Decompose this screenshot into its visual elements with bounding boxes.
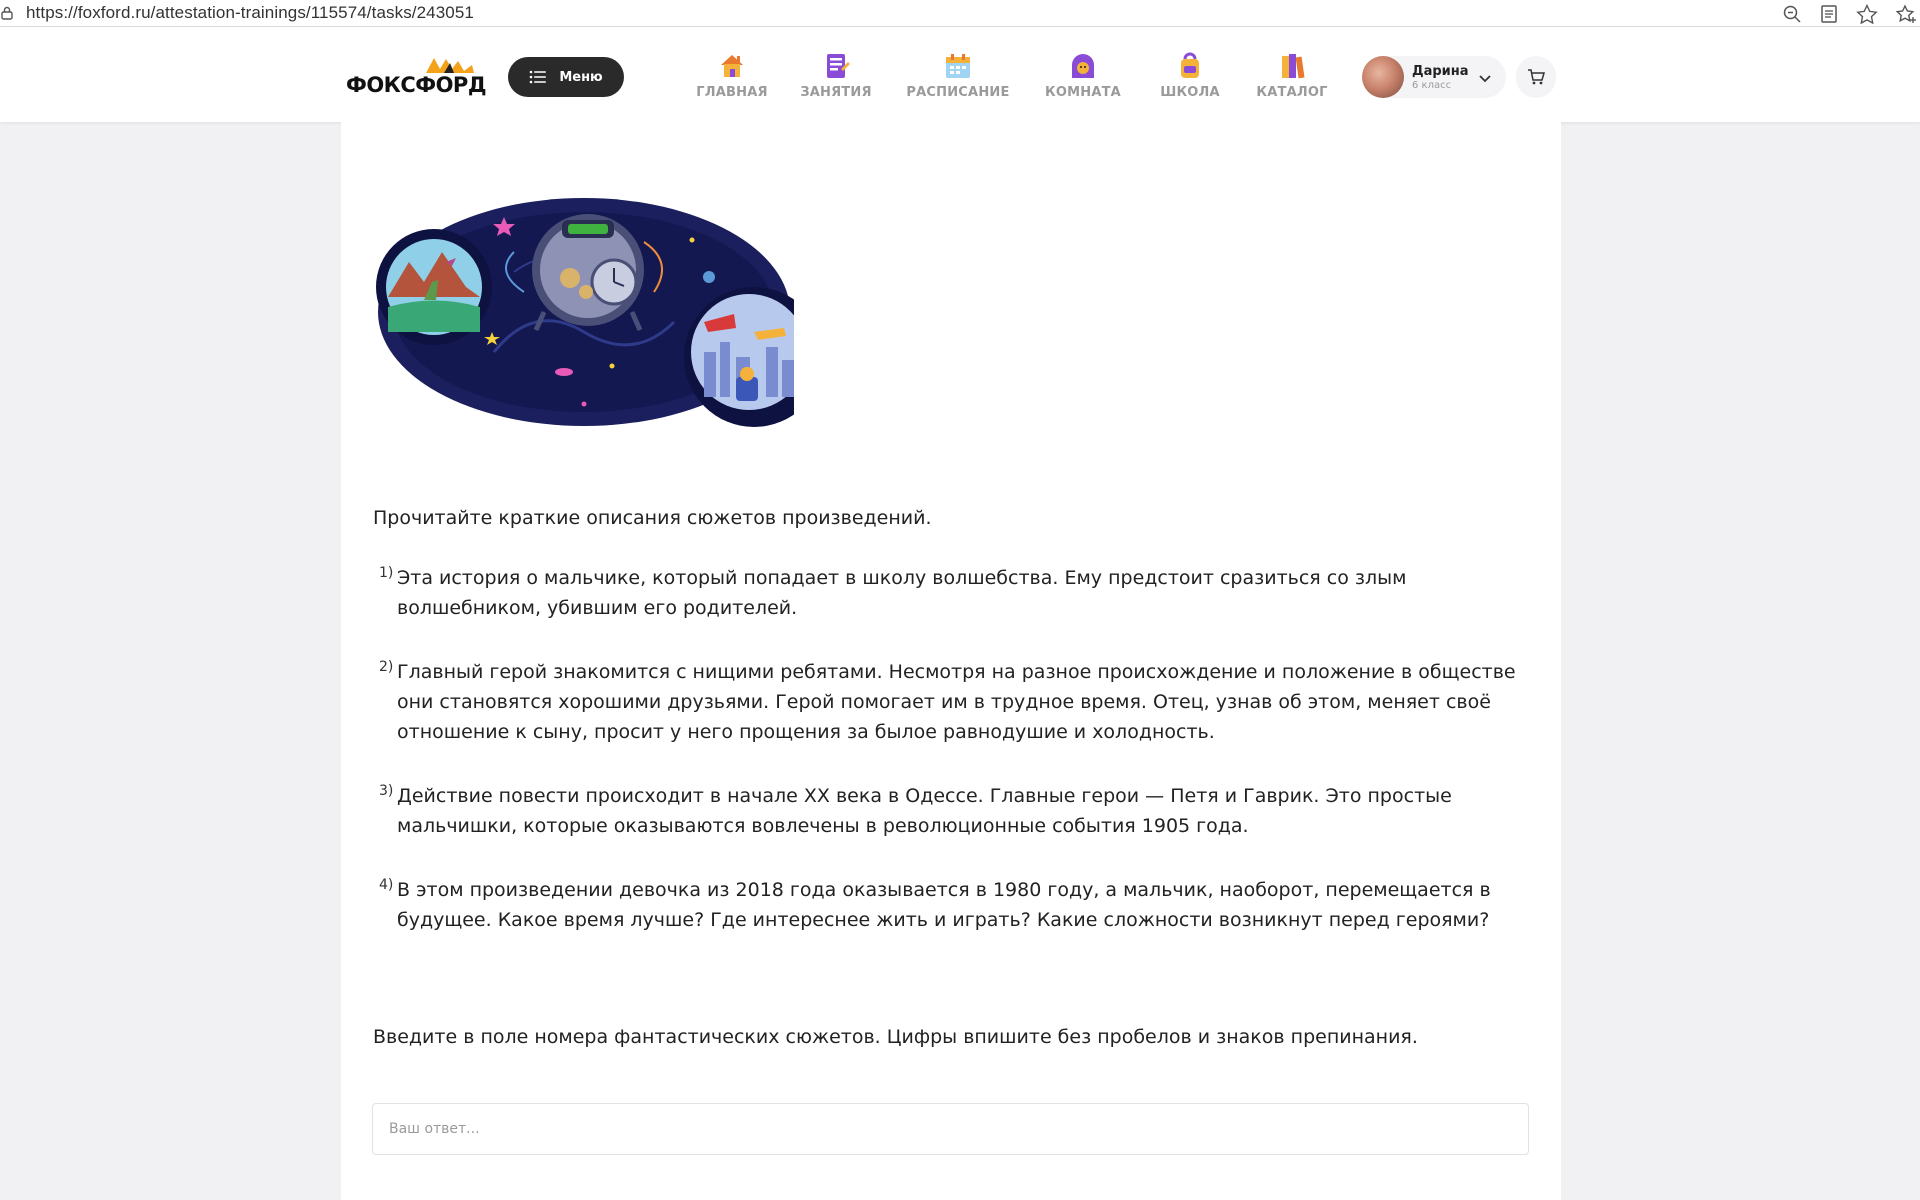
- plot-text: Главный герой знакомится с нищими ребятами. Несмотря на разное происхождение и положение в обществе они становятся хорошими друзьями. Герой помогает им в трудное время. Отец, узнав об этом, меняет своё отношение к сыну, просит у него прощения за былое равнодушие и холодность.: [397, 661, 1516, 743]
- user-menu[interactable]: [1362, 56, 1506, 98]
- site-header: [0, 27, 1920, 122]
- list-item: [373, 563, 1533, 623]
- catalog-icon: [1276, 51, 1308, 81]
- foxford-logo[interactable]: ФОКСФОРД: [346, 57, 486, 97]
- calendar-icon: [942, 51, 974, 81]
- nav-item-room[interactable]: КОМНАТА: [1028, 51, 1138, 103]
- reader-mode-icon[interactable]: [1820, 4, 1838, 24]
- bookmark-star-icon[interactable]: [1856, 4, 1878, 24]
- plot-text: Действие повести происходит в начале XX века в Одессе. Главные герои — Петя и Гаврик. Это простые мальчишки, которые оказываются вовлечены в революционные события 1905 года.: [397, 785, 1452, 837]
- plot-text: Эта история о мальчике, который попадает в школу волшебства. Ему предстоит сразиться со злым волшебником, убившим его родителей.: [397, 567, 1407, 619]
- lessons-icon: [820, 51, 852, 81]
- chevron-down-icon: [1478, 70, 1492, 89]
- list-item: [373, 657, 1533, 747]
- home-icon: [716, 51, 748, 81]
- list-item: [373, 875, 1533, 935]
- plot-number: 2): [379, 659, 394, 675]
- nav-item-home[interactable]: ГЛАВНАЯ: [680, 51, 784, 103]
- room-icon: [1067, 51, 1099, 81]
- list-icon: [529, 70, 547, 84]
- answer-input[interactable]: [372, 1103, 1529, 1155]
- cart-icon: [1527, 68, 1545, 86]
- list-item: [373, 781, 1533, 841]
- cart-button[interactable]: [1516, 56, 1556, 98]
- intro-text: Прочитайте краткие описания сюжетов произведений.: [373, 507, 932, 529]
- task-instruction: Введите в поле номера фантастических сюжетов. Цифры впишите без пробелов и знаков препинания.: [373, 1026, 1418, 1048]
- fox-ears-icon: [424, 55, 476, 75]
- nav-item-catalog[interactable]: КАТАЛОГ: [1242, 51, 1342, 103]
- plot-number: 3): [379, 783, 394, 799]
- favorites-icon[interactable]: [1896, 4, 1916, 24]
- user-name: Дарина: [1412, 63, 1469, 79]
- menu-button[interactable]: [508, 57, 624, 97]
- zoom-out-icon[interactable]: [1782, 4, 1802, 24]
- avatar: [1362, 56, 1404, 98]
- plot-number: 4): [379, 877, 394, 893]
- url-text[interactable]: https://foxford.ru/attestation-trainings/115574/tasks/243051: [26, 3, 474, 22]
- school-icon: [1174, 51, 1206, 81]
- plot-number: 1): [379, 565, 394, 581]
- nav-item-schedule[interactable]: РАСПИСАНИЕ: [888, 51, 1028, 103]
- plot-text: В этом произведении девочка из 2018 года оказывается в 1980 году, а мальчик, наоборот, перемещается в будущее. Какое время лучше? Где интереснее жить и играть? Какие сложности возникнут перед героями?: [397, 879, 1491, 931]
- task-card: [341, 122, 1561, 1200]
- main-nav: [680, 51, 1342, 103]
- lock-icon: [0, 6, 14, 20]
- browser-address-bar: [0, 0, 1920, 27]
- user-grade: 6 класс: [1412, 79, 1452, 91]
- menu-label: Меню: [559, 69, 603, 85]
- nav-item-school[interactable]: ШКОЛА: [1138, 51, 1242, 103]
- plot-list: [373, 563, 1533, 969]
- time-machine-illustration: [374, 182, 794, 442]
- nav-item-lessons[interactable]: ЗАНЯТИЯ: [784, 51, 888, 103]
